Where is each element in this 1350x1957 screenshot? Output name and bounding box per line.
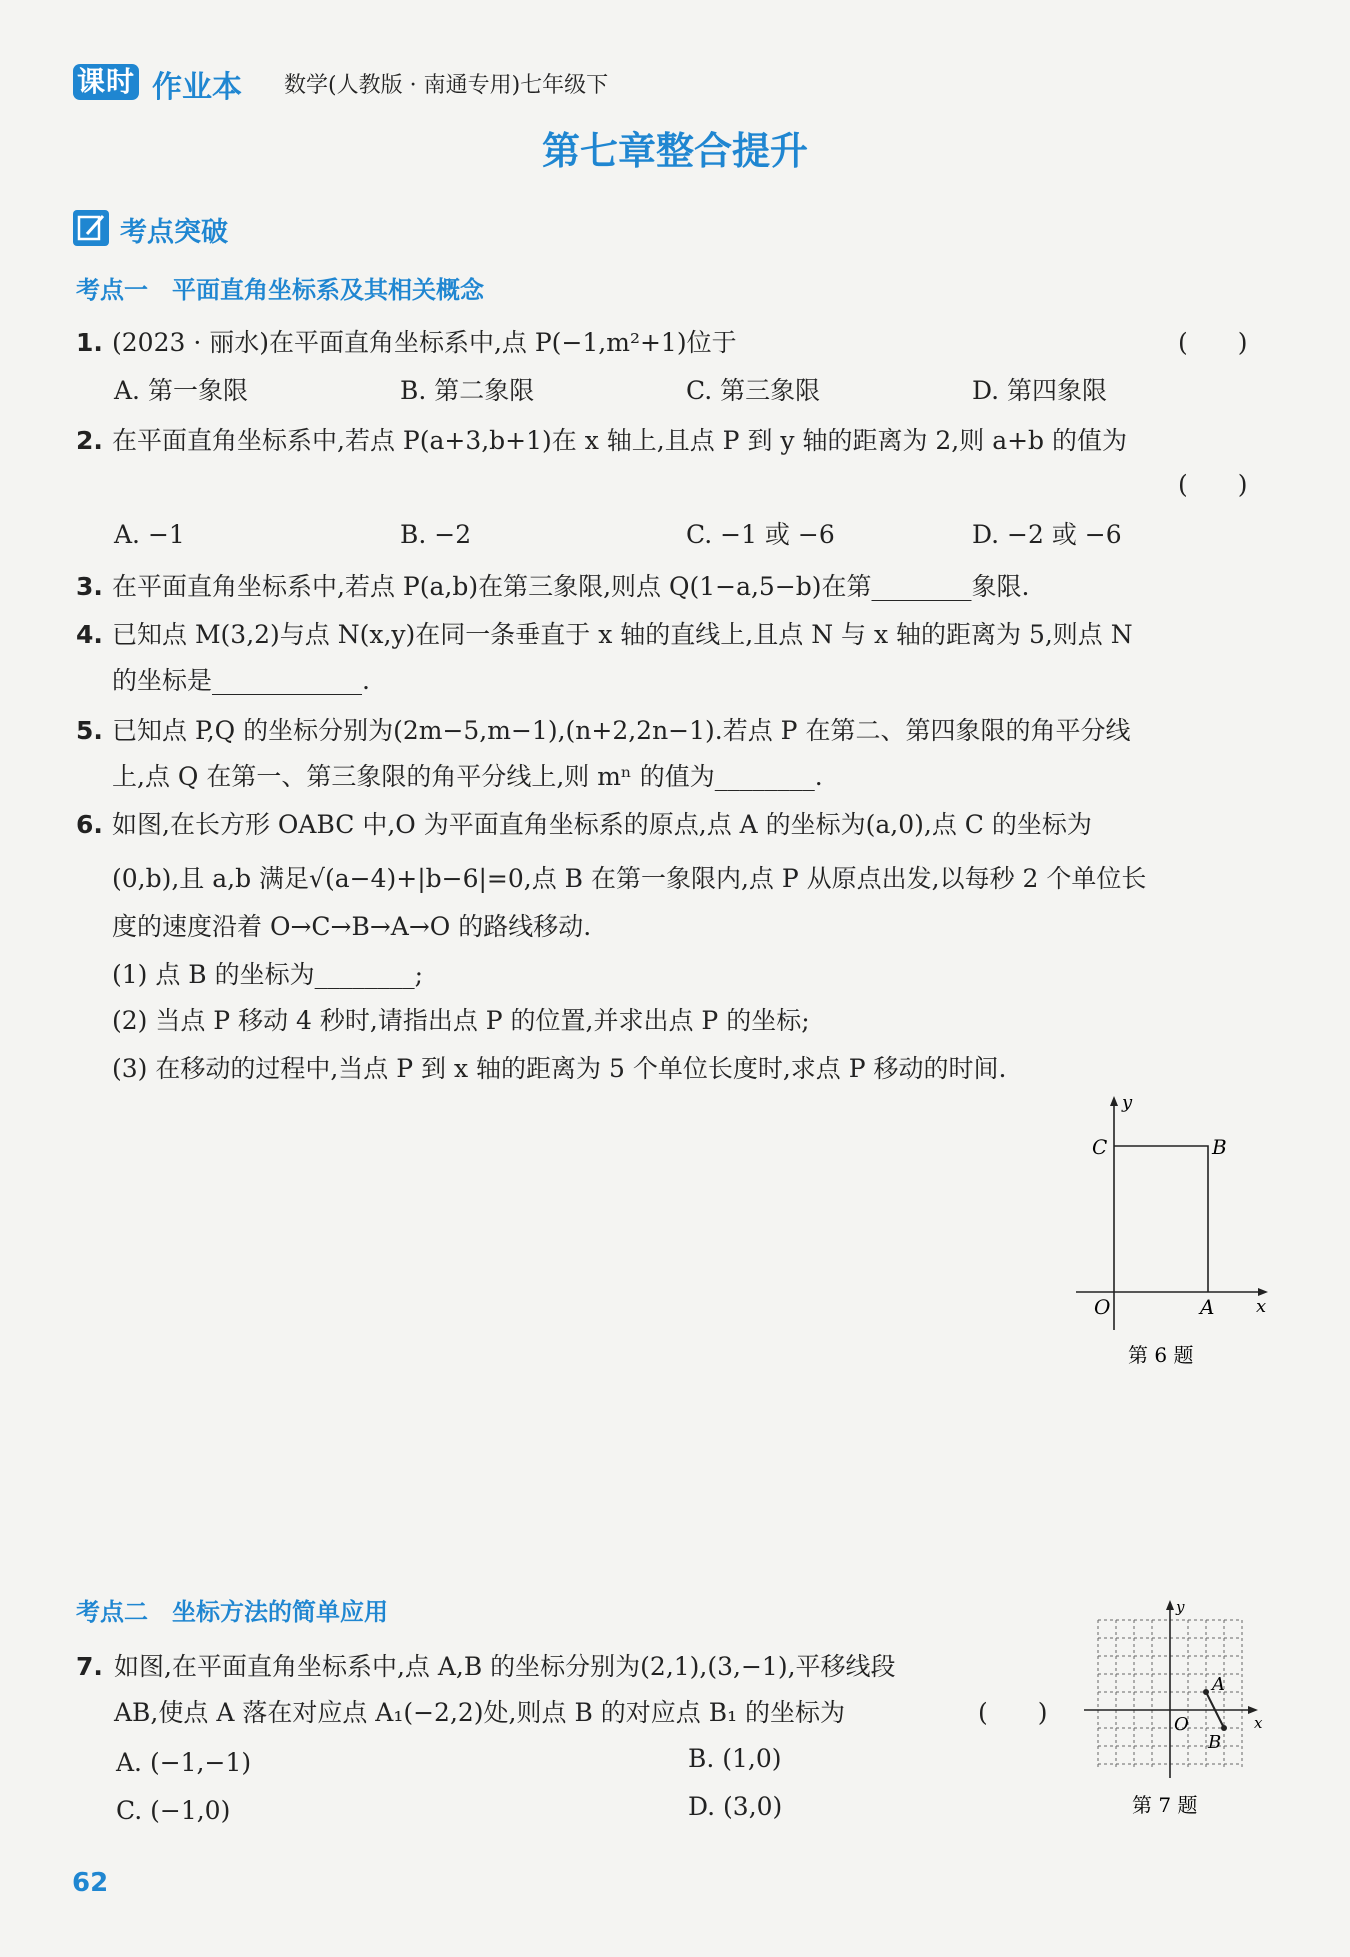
option-b: B. (1,0) [688,1744,782,1773]
figure-6-caption: 第 6 题 [1128,1343,1194,1367]
page-title: 第七章整合提升 [541,128,808,173]
answer-bracket: ( ) [978,1698,1048,1727]
question-2-text: 在平面直角坐标系中,若点 P(a+3,b+1)在 x 轴上,且点 P 到 y 轴的距离为 2,则 a+b 的值为 [112,426,1128,455]
question-number: 4. [76,620,103,649]
figure-7-grid-diagram [1080,1598,1280,1828]
subject-line: 数学(人教版 · 南通专用)七年级下 [284,73,609,98]
answer-bracket: ( ) [1178,328,1248,357]
option-c: C. 第三象限 [686,376,821,405]
option-d: D. (3,0) [688,1792,783,1821]
figure-6-rectangle-diagram [1060,1090,1280,1380]
option-a: A. −1 [114,520,185,549]
question-number: 5. [76,716,103,745]
point-label-b: B [1208,1732,1222,1753]
question-3-text: 在平面直角坐标系中,若点 P(a,b)在第三象限,则点 Q(1−a,5−b)在第________象限. [112,572,1030,601]
option-a: A. (−1,−1) [116,1748,252,1777]
pencil-icon [73,210,109,246]
option-c: C. −1 或 −6 [686,520,835,549]
question-4-line-2: 的坐标是____________. [112,666,370,695]
brand-name: 作业本 [152,70,242,105]
brand-logo: 课时 [73,64,139,100]
question-6-line-2: (0,b),且 a,b 满足√(a−4)+|b−6|=0,点 B 在第一象限内,点 P 从原点出发,以每秒 2 个单位长 [112,864,1147,893]
question-5-line-1: 已知点 P,Q 的坐标分别为(2m−5,m−1),(n+2,2n−1).若点 P 在第二、第四象限的角平分线 [112,716,1131,745]
question-6-part-3: (3) 在移动的过程中,当点 P 到 x 轴的距离为 5 个单位长度时,求点 P 移动的时间. [112,1054,1007,1083]
axis-label-x: x [1256,1296,1267,1317]
option-c: C. (−1,0) [116,1796,231,1825]
option-d: D. −2 或 −6 [972,520,1122,549]
question-6-line-1: 如图,在长方形 OABC 中,O 为平面直角坐标系的原点,点 A 的坐标为(a,0),点 C 的坐标为 [112,810,1092,839]
question-5-line-2: 上,点 Q 在第一、第三象限的角平分线上,则 mⁿ 的值为________. [112,762,823,791]
answer-bracket: ( ) [1178,470,1248,499]
section-badge: 考点突破 [120,217,228,248]
question-number: 1. [76,328,103,357]
option-b: B. −2 [400,520,472,549]
figure-7-caption: 第 7 题 [1132,1793,1198,1817]
question-4-line-1: 已知点 M(3,2)与点 N(x,y)在同一条垂直于 x 轴的直线上,且点 N 与 x 轴的距离为 5,则点 N [112,620,1133,649]
axis-label-y: y [1122,1092,1133,1113]
point-label-a: A [1212,1674,1225,1695]
topic-heading-2: 考点二 坐标方法的简单应用 [76,1598,388,1626]
topic-heading-1: 考点一 平面直角坐标系及其相关概念 [76,276,484,304]
question-number: 7. [76,1652,103,1681]
question-number: 6. [76,810,103,839]
question-6-part-2: (2) 当点 P 移动 4 秒时,请指出点 P 的位置,并求出点 P 的坐标; [112,1006,810,1035]
question-number: 3. [76,572,103,601]
page-number: 62 [72,1868,109,1898]
question-7-line-1: 如图,在平面直角坐标系中,点 A,B 的坐标分别为(2,1),(3,−1),平移线段 [114,1652,896,1681]
question-number: 2. [76,426,103,455]
option-a: A. 第一象限 [114,376,248,405]
question-1-text: (2023 · 丽水)在平面直角坐标系中,点 P(−1,m²+1)位于 [112,328,737,357]
point-label-c: C [1092,1135,1108,1159]
axis-label-x: x [1254,1714,1263,1732]
option-d: D. 第四象限 [972,376,1108,405]
question-7-line-2: AB,使点 A 落在对应点 A₁(−2,2)处,则点 B 的对应点 B₁ 的坐标为 [114,1698,846,1727]
axis-label-y: y [1176,1598,1185,1616]
point-label-b: B [1212,1135,1227,1159]
option-b: B. 第二象限 [400,376,535,405]
question-6-part-1: (1) 点 B 的坐标为________; [112,960,424,989]
point-label-a: A [1200,1295,1215,1319]
point-label-o: O [1094,1295,1111,1319]
question-6-line-3: 度的速度沿着 O→C→B→A→O 的路线移动. [112,912,592,941]
point-label-o: O [1174,1714,1189,1735]
